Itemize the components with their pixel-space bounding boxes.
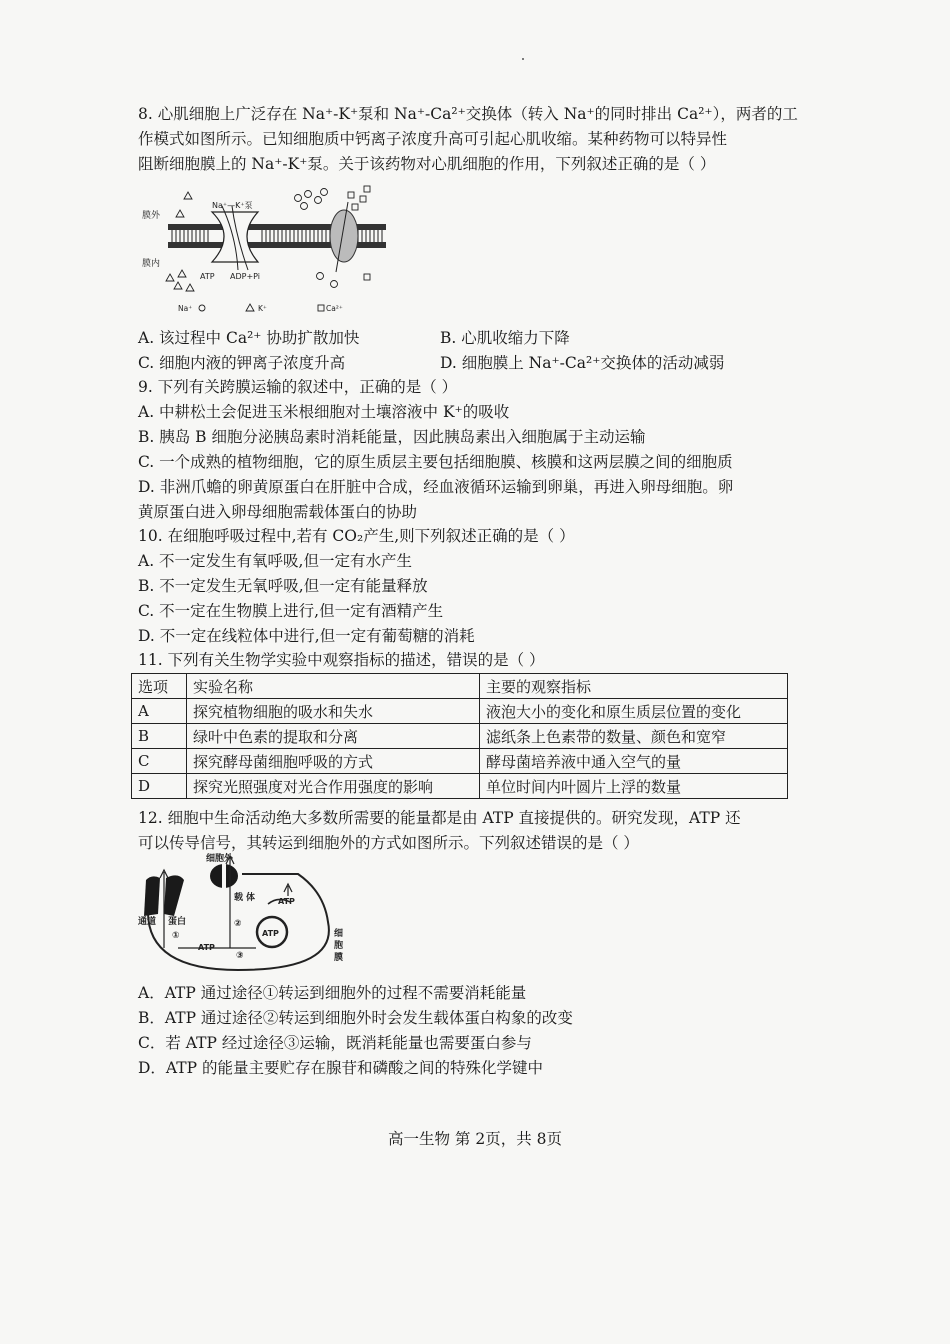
table-header-row <box>132 674 788 699</box>
q12-option-d[interactable]: D．ATP 的能量主要贮存在腺苷和磷酸之间的特殊化学键中 <box>138 1059 543 1077</box>
row-option: C <box>132 749 187 774</box>
page-footer: 高一生物 第 2页，共 8页 <box>387 1130 562 1148</box>
q10-option-c[interactable]: C. 不一定在生物膜上进行,但一定有酒精产生 <box>138 602 444 620</box>
row-indicator: 滤纸条上色素带的数量、颜色和宽窄 <box>480 724 788 749</box>
fig12-membrane-label-3: 膜 <box>334 953 344 963</box>
row-indicator: 酵母菌培养液中通入空气的量 <box>480 749 788 774</box>
q11-table <box>131 673 788 799</box>
fig8-legend-na: Na⁺ <box>178 304 193 313</box>
q8-stem-line-3: 阻断细胞膜上的 Na⁺-K⁺泵。关于该药物对心肌细胞的作用，下列叙述正确的是（ ） <box>138 155 716 173</box>
q8-option-d[interactable]: D. 细胞膜上 Na⁺-Ca²⁺交换体的活动减弱 <box>440 354 725 372</box>
header-option: 选项 <box>132 674 187 699</box>
header-indicator: 主要的观察指标 <box>480 674 788 699</box>
q8-membrane-figure <box>138 182 388 322</box>
row-option: D <box>132 774 187 799</box>
q9-option-b[interactable]: B. 胰岛 B 细胞分泌胰岛素时消耗能量，因此胰岛素出入细胞属于主动运输 <box>138 428 646 446</box>
row-indicator: 液泡大小的变化和原生质层位置的变化 <box>480 699 788 724</box>
row-indicator: 单位时间内叶圆片上浮的数量 <box>480 774 788 799</box>
row-option: A <box>132 699 187 724</box>
fig12-outside-label: 细胞外 <box>206 854 234 864</box>
q12-stem-line-1: 12. 细胞中生命活动绝大多数所需要的能量都是由 ATP 直接提供的。研究发现，ATP 还 <box>138 809 741 827</box>
row-experiment: 绿叶中色素的提取和分离 <box>187 724 480 749</box>
q9-stem: 9. 下列有关跨膜运输的叙述中，正确的是（ ） <box>138 378 458 396</box>
q10-option-a[interactable]: A. 不一定发生有氧呼吸,但一定有水产生 <box>138 552 412 570</box>
q9-option-c[interactable]: C. 一个成熟的植物细胞，它的原生质层主要包括细胞膜、核膜和这两层膜之间的细胞质 <box>138 453 733 471</box>
row-option: B <box>132 724 187 749</box>
q10-option-b[interactable]: B. 不一定发生无氧呼吸,但一定有能量释放 <box>138 577 428 595</box>
q9-option-d-line-2[interactable]: 黄原蛋白进入卵母细胞需载体蛋白的协助 <box>138 503 418 521</box>
q12-atp-transport-figure <box>138 852 358 977</box>
q8-stem-line-2: 作模式如图所示。已知细胞质中钙离子浓度升高可引起心肌收缩。某种药物可以特异性 <box>138 130 728 148</box>
q10-stem: 10. 在细胞呼吸过程中,若有 CO₂产生,则下列叙述正确的是（ ） <box>138 527 575 545</box>
header-experiment: 实验名称 <box>187 674 480 699</box>
fig12-carrier-label-1: 载 <box>234 893 244 903</box>
q12-option-c[interactable]: C．若 ATP 经过途径③运输，既消耗能量也需要蛋白参与 <box>138 1034 532 1052</box>
fig12-channel-protein-right <box>164 875 184 916</box>
fig12-channel-label-2: 蛋白 <box>168 917 187 927</box>
row-experiment: 探究酵母菌细胞呼吸的方式 <box>187 749 480 774</box>
q9-option-a[interactable]: A. 中耕松土会促进玉米根细胞对土壤溶液中 K⁺的吸收 <box>138 403 510 421</box>
fig12-path1-label: ① <box>172 931 180 941</box>
scan-speck <box>522 58 524 60</box>
fig12-atp-label-vesicle: ATP <box>262 929 279 938</box>
q10-option-d[interactable]: D. 不一定在线粒体中进行,但一定有葡萄糖的消耗 <box>138 627 475 645</box>
fig12-path3-label: ③ <box>236 951 244 961</box>
table-row <box>132 749 788 774</box>
q8-option-b[interactable]: B. 心肌收缩力下降 <box>440 329 570 347</box>
fig8-exchanger <box>330 210 358 262</box>
table-row <box>132 699 788 724</box>
fig12-path2-label: ② <box>234 919 242 929</box>
fig12-carrier-label-2: 体 <box>246 893 256 903</box>
fig8-adp-label: ADP+Pi <box>230 272 261 281</box>
fig8-legend-k: K⁺ <box>258 304 267 313</box>
q9-option-d-line-1[interactable]: D. 非洲爪蟾的卵黄原蛋白在肝脏中合成，经血液循环运输到卵巢，再进入卵母细胞。卵 <box>138 478 734 496</box>
q8-stem-line-1: 8. 心肌细胞上广泛存在 Na⁺-K⁺泵和 Na⁺-Ca²⁺交换体（转入 Na⁺的同时排出 Ca²⁺），两者的工 <box>138 105 798 123</box>
table-row <box>132 724 788 749</box>
q11-stem: 11. 下列有关生物学实验中观察指标的描述，错误的是（ ） <box>138 651 545 669</box>
row-experiment: 探究光照强度对光合作用强度的影响 <box>187 774 480 799</box>
fig8-atp-label: ATP <box>200 272 215 281</box>
fig12-membrane-label-2: 胞 <box>334 941 344 951</box>
q8-option-c[interactable]: C. 细胞内液的钾离子浓度升高 <box>138 354 346 372</box>
fig8-pump-protein <box>212 212 258 262</box>
fig8-legend-ca: Ca²⁺ <box>326 304 343 313</box>
fig12-channel-protein-left <box>144 876 160 916</box>
fig12-membrane-label-1: 细 <box>334 929 344 939</box>
row-experiment: 探究植物细胞的吸水和失水 <box>187 699 480 724</box>
fig8-outside-label: 膜外 <box>142 211 161 221</box>
q12-option-a[interactable]: A．ATP 通过途径①转运到细胞外的过程不需要消耗能量 <box>138 984 527 1002</box>
fig12-atp-label-bottom: ATP <box>198 943 215 952</box>
q12-option-b[interactable]: B．ATP 通过途径②转运到细胞外时会发生载体蛋白构象的改变 <box>138 1009 573 1027</box>
q12-stem-line-2: 可以传导信号，其转运到细胞外的方式如图所示。下列叙述错误的是（ ） <box>138 834 639 852</box>
q8-option-a[interactable]: A. 该过程中 Ca²⁺ 协助扩散加快 <box>138 329 360 347</box>
table-row <box>132 774 788 799</box>
fig12-channel-label-1: 通道 <box>138 917 157 927</box>
fig12-atp-label-top: ATP <box>278 897 295 906</box>
fig8-inside-label: 膜内 <box>142 259 161 269</box>
fig8-pump-label: Na⁺—K⁺泵 <box>212 201 253 210</box>
